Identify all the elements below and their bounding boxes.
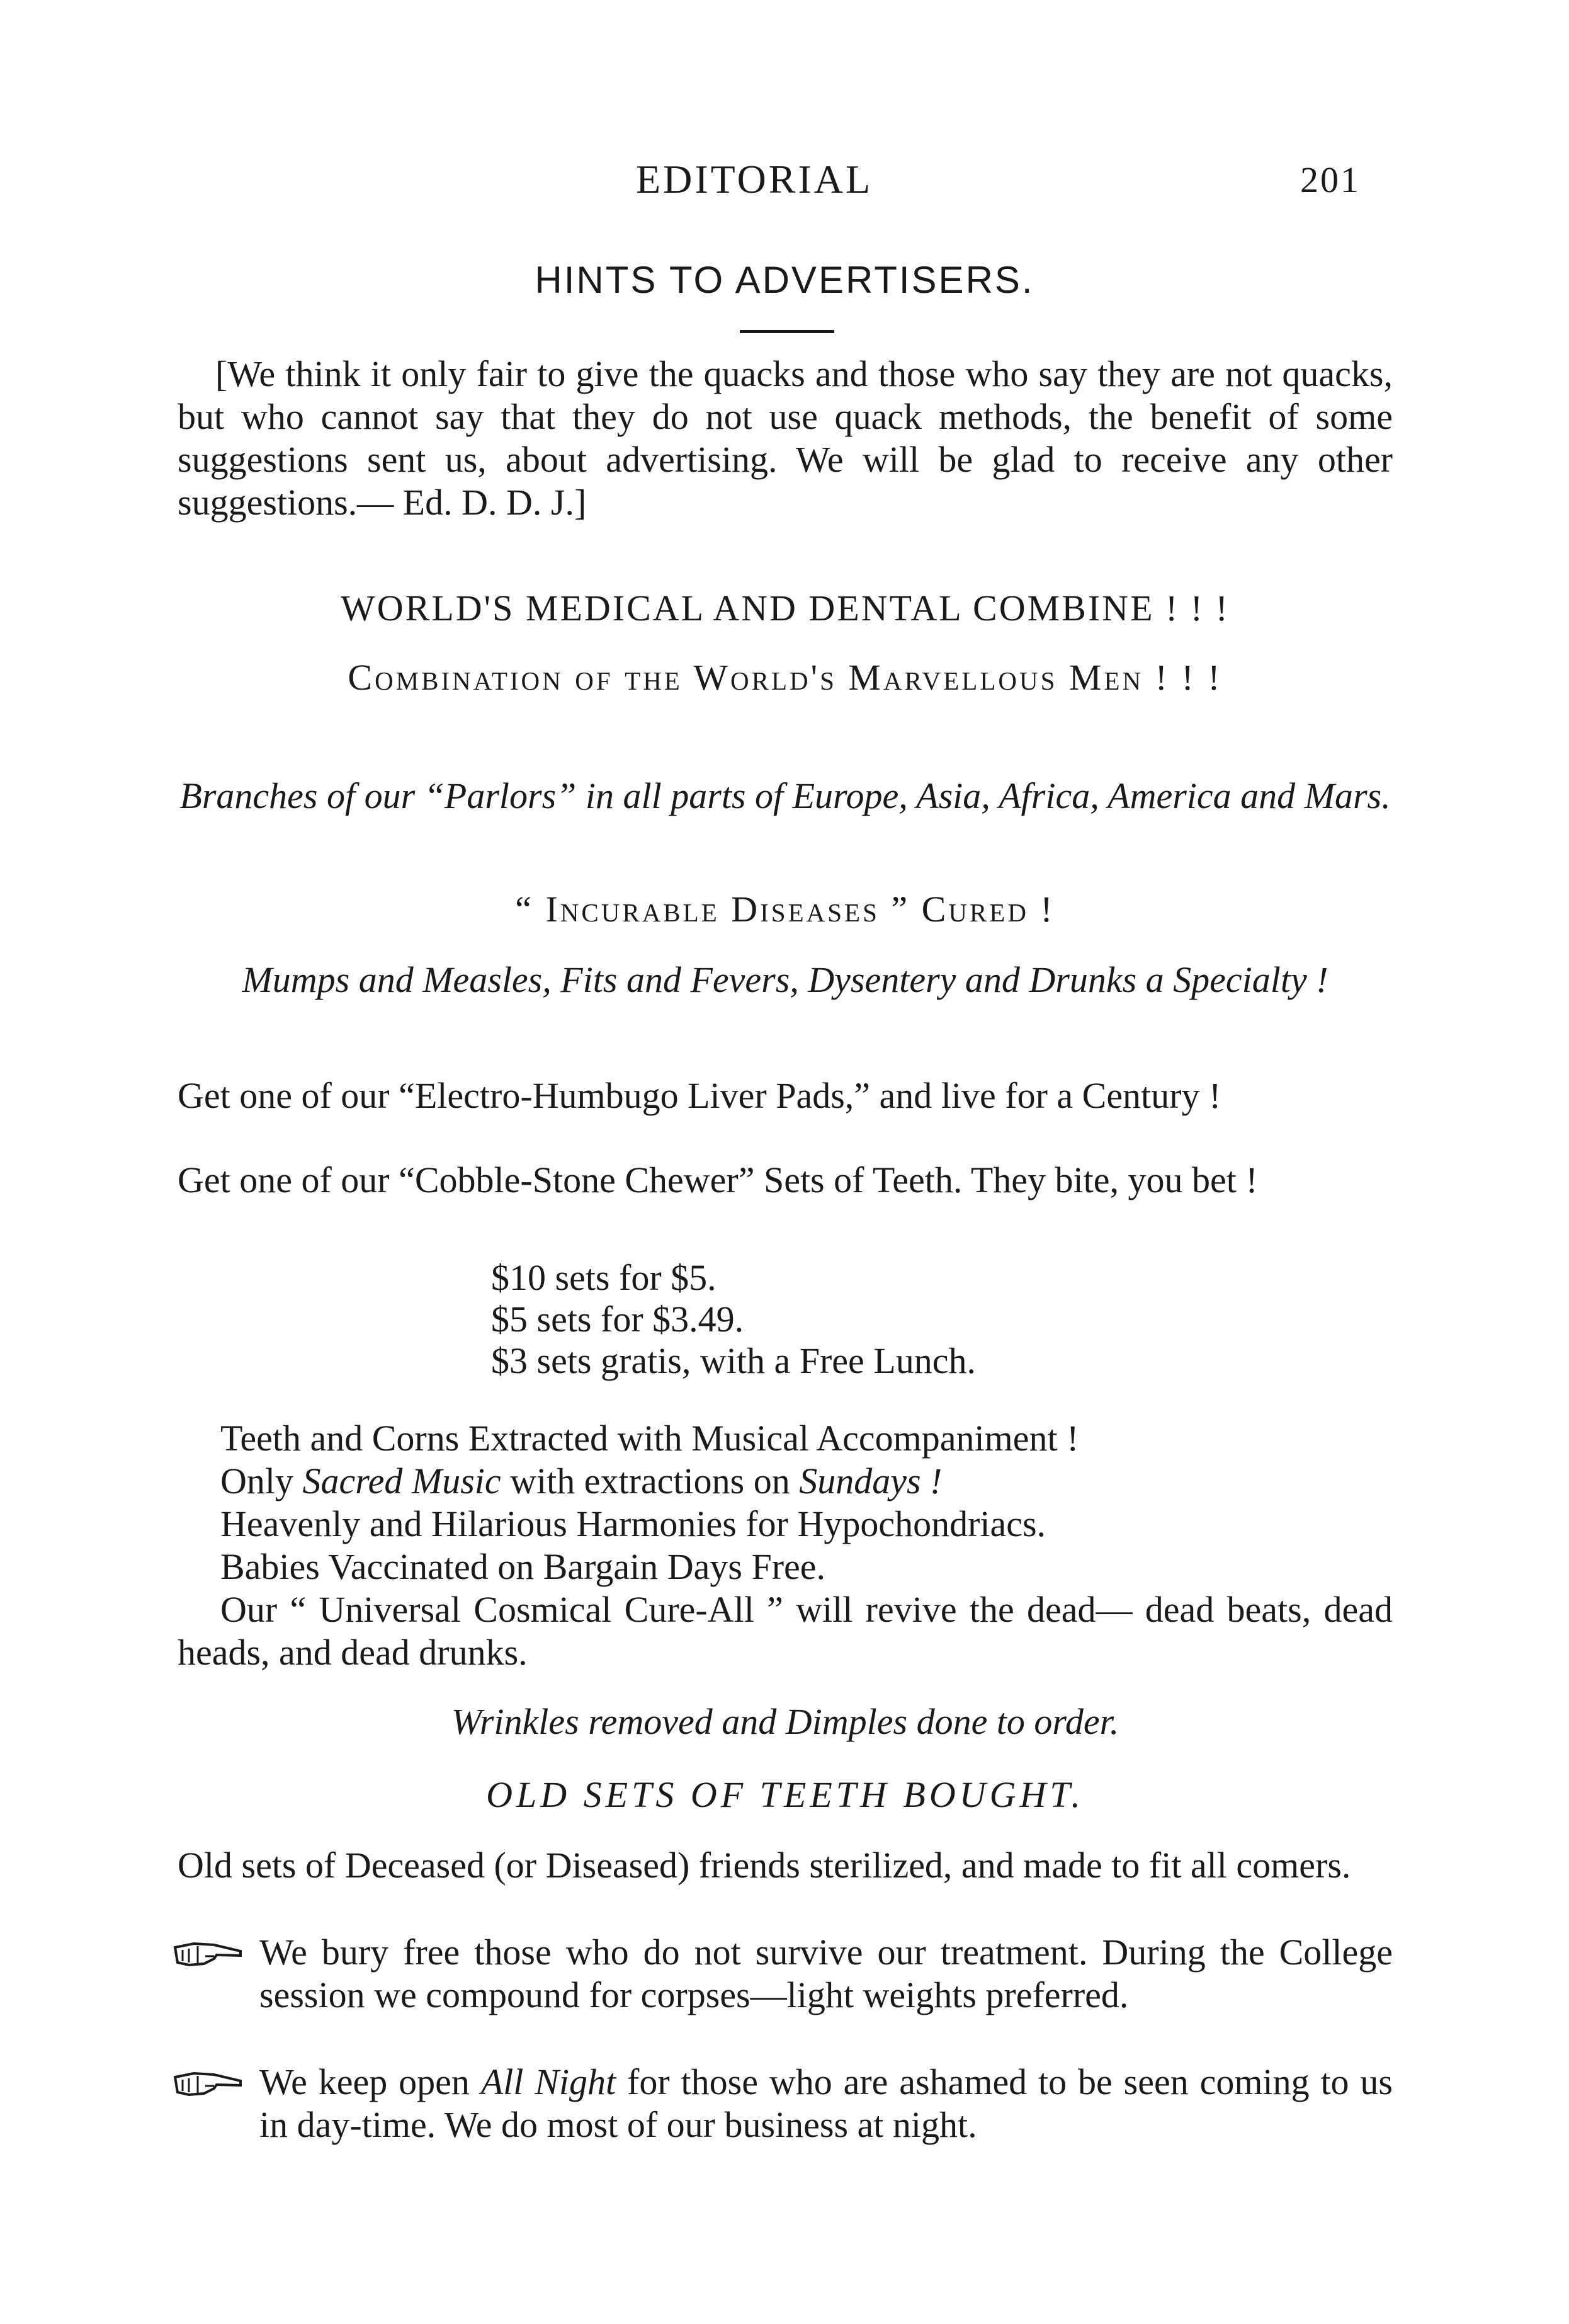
old-sets-item: Old sets of Deceased (or Diseased) friends sterilized, and made to fit all comers. [178,1845,1351,1886]
all-night: All Night [480,2061,616,2102]
title-rule [740,330,834,333]
price-item: $5 sets for $3.49. [491,1299,744,1340]
pointing-hand-icon [170,2068,246,2100]
cured-line: “ Incurable Diseases ” Cured ! [515,889,1055,930]
branches-line: Branches of our “Parlors” in all parts of Europe, Asia, Africa, America and Mars. [179,775,1391,816]
headline: WORLD'S MEDICAL AND DENTAL COMBINE ! ! ! [341,588,1230,629]
sacred-music-line [220,1460,1391,1503]
running-title: EDITORIAL [636,157,873,202]
sundays: Sundays ! [799,1461,943,1501]
intro-paragraph: [We think it only fair to give the quacks and those who say they are not quacks, but who cannot say that they do not use quack methods, the benefit of some suggestions sent us, about advertising. We will be glad to receive any other suggestions.— Ed. D. D. J.] [178,353,1393,523]
sacred-music: Sacred Music [302,1461,501,1501]
extracted-line: Teeth and Corns Extracted with Musical Accompaniment ! [220,1418,1079,1459]
running-head [0,156,1569,207]
pointing-hand-icon [170,1939,246,1970]
wrinkles-line: Wrinkles removed and Dimples done to order. [451,1701,1119,1742]
price-list [491,1257,1247,1382]
night-prefix: We keep open [259,2061,481,2102]
price-item: $10 sets for $5. [491,1257,717,1298]
liver-pads-item: Get one of our “Electro-Humbugo Liver Pads,” and live for a Century ! [178,1075,1221,1116]
sacred-prefix: Only [220,1461,303,1501]
subheadline: Combination of the World's Marvellous Men ! ! ! [348,657,1223,698]
article-title: HINTS TO ADVERTISERS. [535,259,1034,301]
cure-all-line: Our “ Universal Cosmical Cure-All ” will revive the dead— dead beats, dead heads, and dead drunks. [178,1589,1393,1673]
babies-line: Babies Vaccinated on Bargain Days Free. [220,1546,826,1587]
page-number: 201 [1300,159,1361,200]
bury-item: We bury free those who do not survive our treatment. During the College session we compound for corpses—light weights preferred. [259,1932,1393,2015]
sacred-middle: with extractions on [501,1461,800,1501]
teeth-sets-item: Get one of our “Cobble-Stone Chewer” Sets of Teeth. They bite, you bet ! [178,1159,1258,1200]
night-suffix: for those who are ashamed to be seen coming to us in day-time. We do most of our business at night. [259,2061,1393,2145]
night-item [259,2061,1393,2146]
old-sets-heading: OLD SETS OF TEETH BOUGHT. [486,1774,1084,1815]
specialty-line: Mumps and Measles, Fits and Fevers, Dysentery and Drunks a Specialty ! [242,959,1328,1000]
heavenly-line: Heavenly and Hilarious Harmonies for Hypochondriacs. [220,1503,1046,1544]
price-item: $3 sets gratis, with a Free Lunch. [491,1340,976,1381]
